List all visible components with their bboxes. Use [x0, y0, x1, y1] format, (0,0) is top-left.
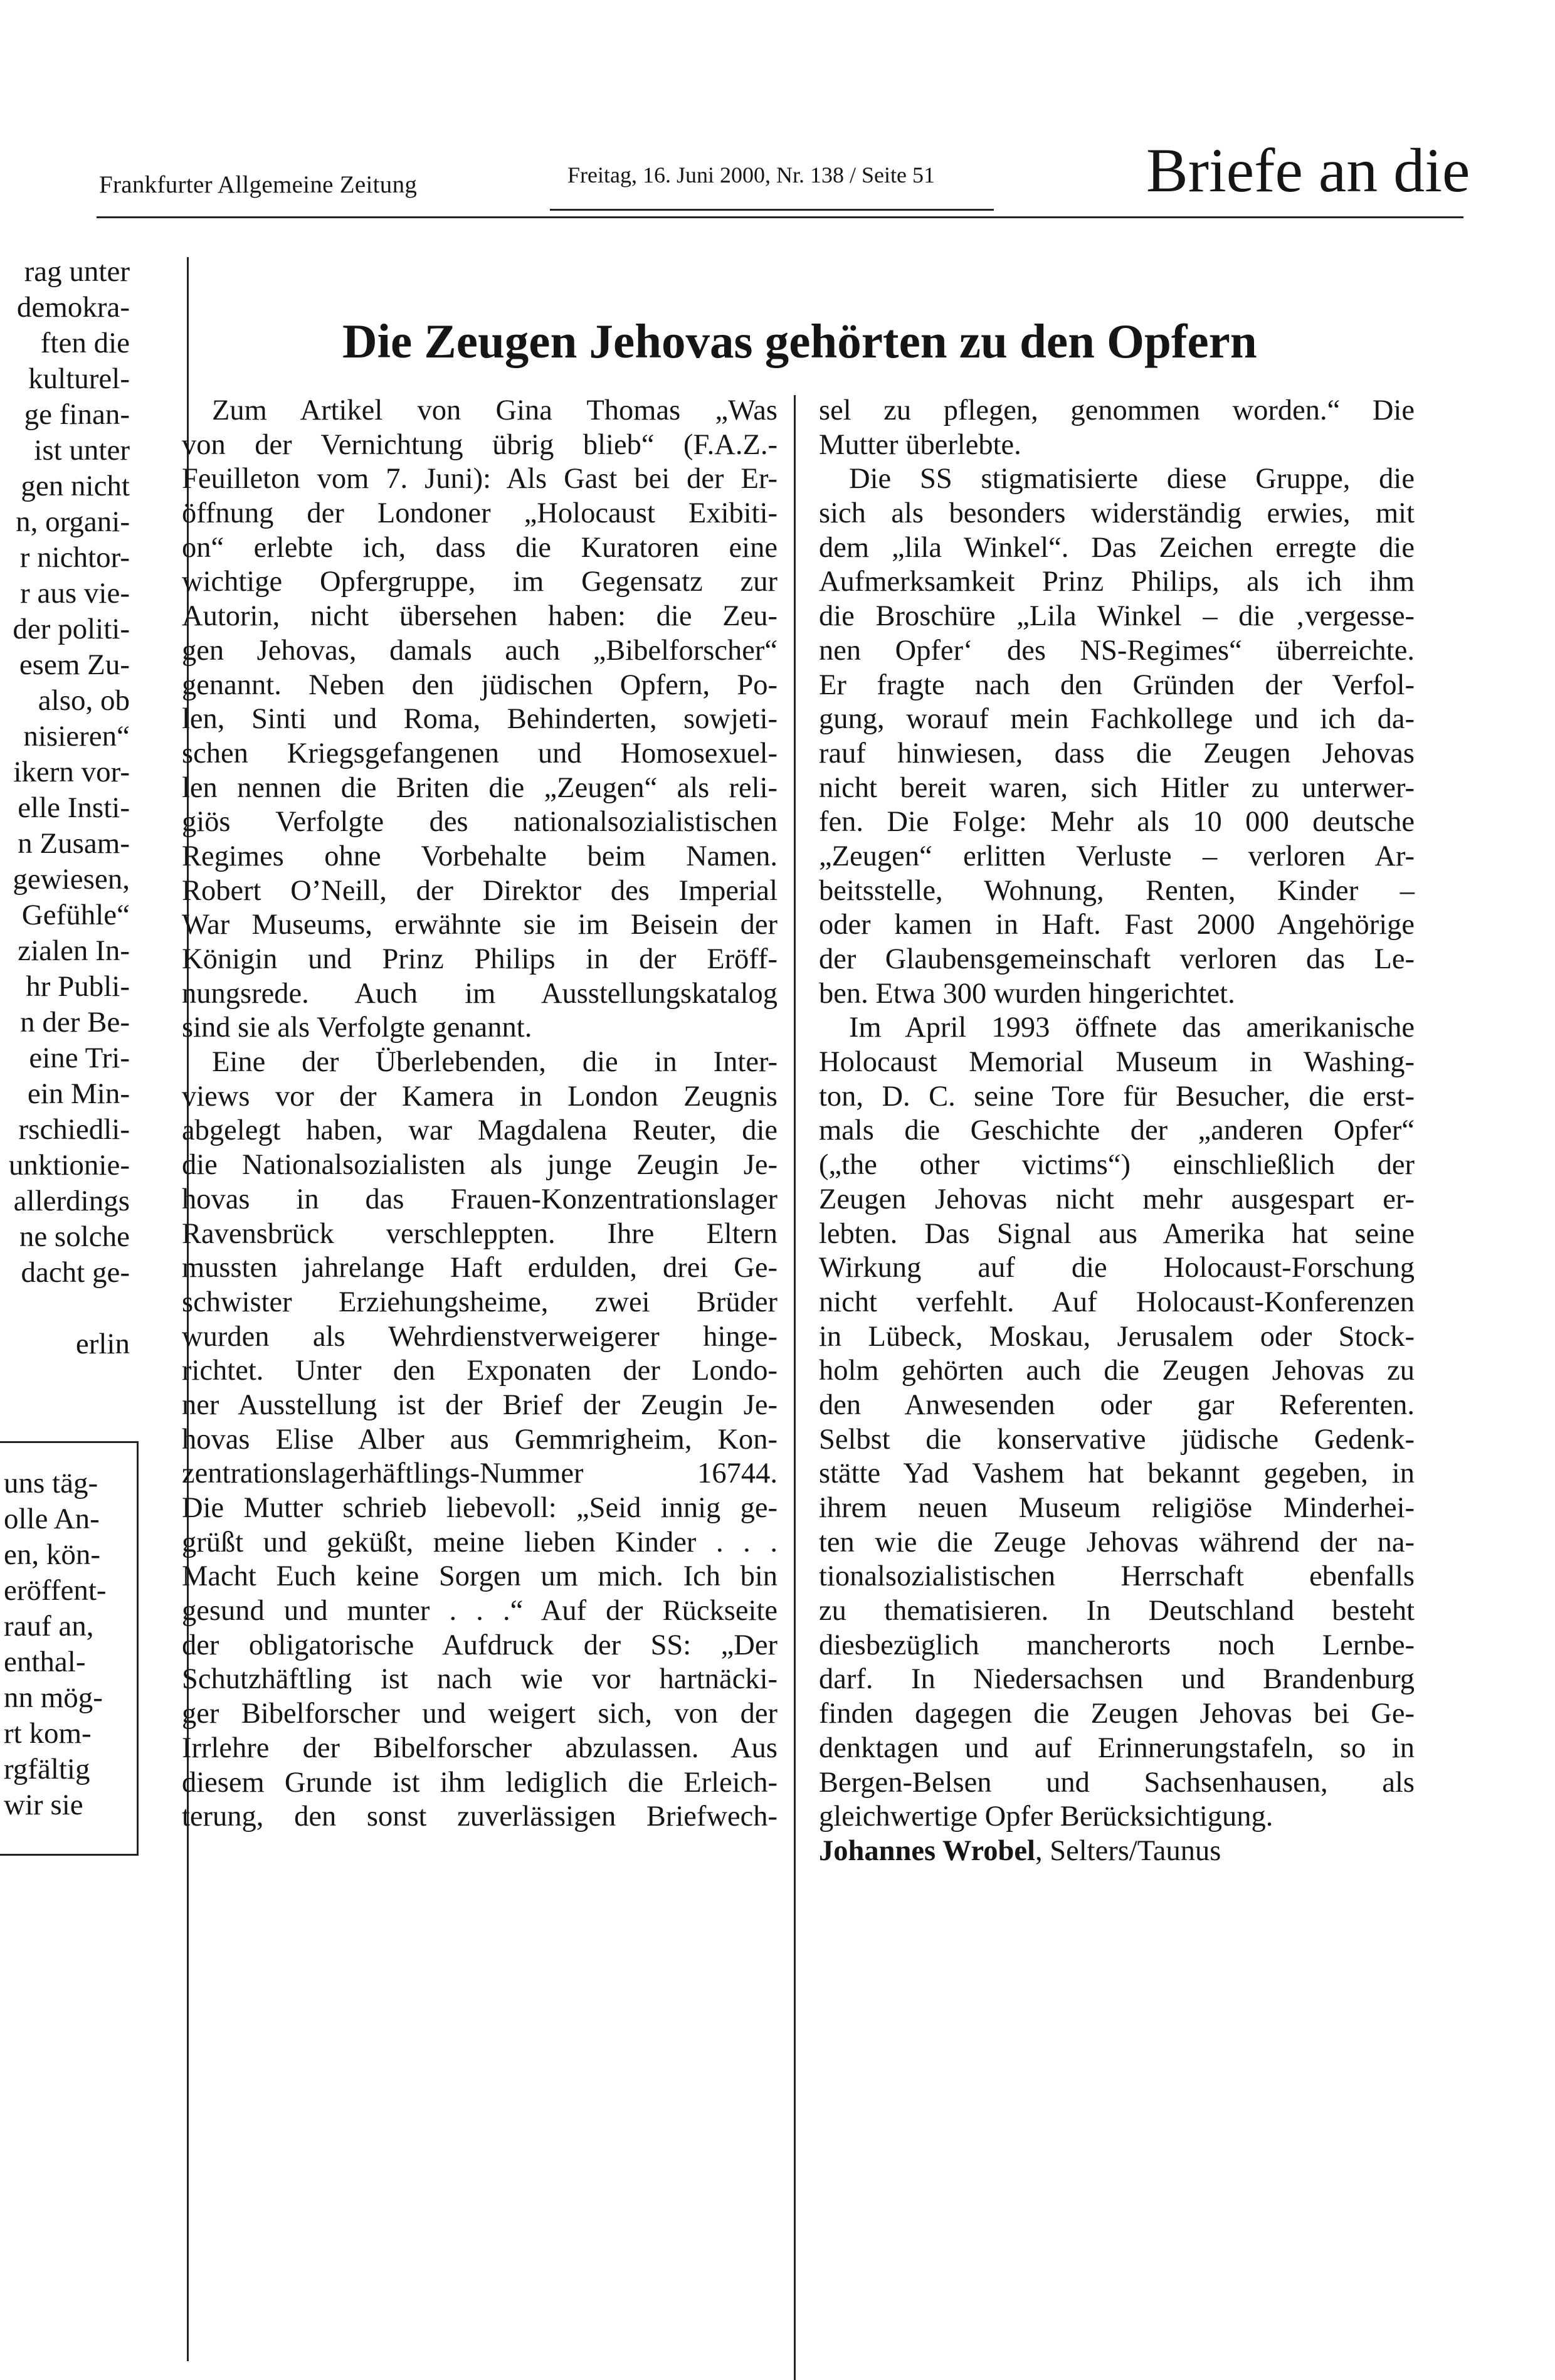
article-line: ben. Etwa 300 wurden hingerichtet. — [819, 977, 1235, 1010]
article-line: wurden als Wehrdienstverweigerer hinge- — [182, 1320, 778, 1353]
masthead-rule — [97, 216, 1463, 218]
article-line: Er fragte nach den Gründen der Verfol- — [819, 669, 1415, 701]
cropped-line: Gefühle“ — [21, 899, 130, 931]
article-line: richtet. Unter den Exponaten der Londo- — [182, 1355, 778, 1387]
article-line: gen Jehovas, damals auch „Bibelforscher“ — [182, 634, 778, 667]
article-line: die Broschüre „Lila Winkel – die ‚vergesse- — [819, 600, 1415, 633]
article-line: nungsrede. Auch im Ausstellungskatalog — [182, 977, 778, 1010]
article-line: ger Bibelforscher und weigert sich, von der — [182, 1698, 778, 1730]
cropped-line: gen nicht — [21, 470, 130, 502]
section-title: Briefe an die — [1146, 135, 1470, 205]
article-line: len nennen die Briten die „Zeugen“ als reli- — [182, 771, 778, 804]
article-line: Wirkung auf die Holocaust-Forschung — [819, 1252, 1415, 1284]
article-line: Zeugen Jehovas nicht mehr ausgespart er- — [819, 1183, 1415, 1215]
cropped-box-line: olle An- — [4, 1503, 100, 1535]
article-line: Selbst die konservative jüdische Gedenk- — [819, 1423, 1415, 1456]
article-line: Mutter überlebte. — [819, 428, 1021, 461]
article-line: ton, D. C. seine Tore für Besucher, die erst- — [819, 1080, 1415, 1113]
article-line: Ravensbrück verschleppten. Ihre Eltern — [182, 1217, 778, 1250]
article-line: War Museums, erwähnte sie im Beisein der — [182, 909, 778, 941]
article-line: holm gehörten auch die Zeugen Jehovas zu — [819, 1355, 1415, 1387]
article-signature — [819, 1834, 1415, 1869]
middle-column-rule — [794, 395, 796, 2380]
cropped-line: allerdings — [13, 1185, 130, 1217]
article-line: von der Vernichtung übrig blieb“ (F.A.Z.- — [182, 428, 778, 461]
article-line: genannt. Neben den jüdischen Opfern, Po- — [182, 669, 778, 701]
cropped-neighbor-box-text — [4, 1466, 134, 1823]
article-line: zu thematisieren. In Deutschland besteht — [819, 1595, 1415, 1627]
article-line: Zum Artikel von Gina Thomas „Was — [212, 394, 778, 426]
cropped-box-line: eröffent- — [4, 1574, 107, 1607]
cropped-line: rschiedli- — [18, 1113, 130, 1146]
article-line: der obligatorische Aufdruck der SS: „Der — [182, 1629, 778, 1661]
article-line: terung, den sonst zuverlässigen Briefwech- — [182, 1801, 778, 1833]
cropped-line: ften die — [40, 327, 130, 359]
cropped-line: dacht ge- — [21, 1256, 130, 1289]
article-line: zentrationslagerhäftlings-Nummer 16744. — [182, 1457, 778, 1490]
article-line: der Glaubensgemeinschaft verloren das Le- — [819, 943, 1415, 975]
article-line: dem „lila Winkel“. Das Zeichen erregte die — [819, 531, 1415, 564]
article-line: Irrlehre der Bibelforscher abzulassen. Aus — [182, 1732, 778, 1764]
article-line: („the other victims“) einschließlich der — [819, 1149, 1415, 1182]
article-line: Autorin, nicht übersehen haben: die Zeu- — [182, 600, 778, 633]
cropped-line: demokra- — [16, 291, 130, 324]
article-line: on“ erlebte ich, dass die Kuratoren eine — [182, 531, 778, 564]
article-line: diesem Grunde ist ihm lediglich die Erleich- — [182, 1766, 778, 1799]
cropped-line: unktionie- — [8, 1149, 130, 1182]
newspaper-name: Frankfurter Allgemeine Zeitung — [99, 171, 418, 198]
article-line: darf. In Niedersachsen und Brandenburg — [819, 1663, 1415, 1696]
cropped-line: hr Publi- — [26, 970, 130, 1003]
cropped-neighbor-column — [0, 254, 130, 1362]
author-name: Johannes Wrobel — [819, 1834, 1035, 1867]
article-line: Die Mutter schrieb liebevoll: „Seid innig ge- — [182, 1492, 778, 1524]
cropped-line: esem Zu- — [19, 648, 130, 681]
article-line: Macht Euch keine Sorgen um mich. Ich bin — [182, 1560, 778, 1593]
article-line: gleichwertige Opfer Berücksichtigung. — [819, 1801, 1273, 1833]
article-line: Eine der Überlebenden, die in Inter- — [212, 1046, 778, 1079]
article-line: wichtige Opfergruppe, im Gegensatz zur — [182, 566, 778, 598]
cropped-box-line: enthal- — [4, 1646, 86, 1678]
cropped-box-line: rgfältig — [4, 1753, 90, 1785]
article-line: Die SS stigmatisierte diese Gruppe, die — [849, 463, 1415, 495]
cropped-line: eine Tri- — [29, 1042, 130, 1074]
cropped-line: zialen In- — [18, 934, 130, 967]
article-line: ten wie die Zeuge Jehovas während der na- — [819, 1526, 1415, 1558]
cropped-line: ikern vor- — [13, 756, 130, 788]
article-line: ner Ausstellung ist der Brief der Zeugin Je- — [182, 1388, 778, 1421]
article-line: oder kamen in Haft. Fast 2000 Angehörige — [819, 909, 1415, 941]
cropped-line: erlin — [75, 1328, 130, 1360]
article-line: nicht verfehlt. Auf Holocaust-Konferenzen — [819, 1286, 1415, 1318]
article-line: hovas Elise Alber aus Gemmrigheim, Kon- — [182, 1423, 778, 1456]
article-line: Aufmerksamkeit Prinz Philips, als ich ihm — [819, 566, 1415, 598]
cropped-line: ge finan- — [24, 398, 130, 431]
issue-info-underline — [550, 209, 994, 211]
article-line: Bergen-Belsen und Sachsenhausen, als — [819, 1766, 1415, 1799]
cropped-box-line: rauf an, — [4, 1610, 94, 1642]
article-line: gung, worauf mein Fachkollege und ich da- — [819, 703, 1415, 736]
article-line: sel zu pflegen, genommen worden.“ Die — [819, 394, 1415, 426]
article-line: Im April 1993 öffnete das amerikanische — [849, 1012, 1415, 1044]
cropped-box-line: nn mög- — [4, 1681, 103, 1714]
issue-info: Freitag, 16. Juni 2000, Nr. 138 / Seite 51 — [567, 162, 935, 188]
cropped-line: n Zusam- — [18, 827, 130, 860]
cropped-box-line: uns täg- — [4, 1467, 98, 1499]
article-line: stätte Yad Vashem hat bekannt gegeben, in — [819, 1457, 1415, 1490]
article-headline: Die Zeugen Jehovas gehörten zu den Opfern — [342, 314, 1257, 368]
article-line: giös Verfolgte des nationalsozialistischen — [182, 806, 778, 838]
cropped-line: ne solche — [19, 1220, 130, 1253]
cropped-line — [0, 1291, 130, 1326]
article-line: views vor der Kamera in London Zeugnis — [182, 1080, 778, 1113]
cropped-line: r nichtor- — [19, 541, 130, 574]
article-line: Feuilleton vom 7. Juni): Als Gast bei der Er- — [182, 463, 778, 495]
article-line: gesund und munter . . .“ Auf der Rückseite — [182, 1595, 778, 1627]
article-line: mussten jahrelange Haft erdulden, drei Ge- — [182, 1252, 778, 1284]
article-column-2 — [819, 394, 1415, 1869]
article-line: Schutzhäftling ist nach wie vor hartnäcki- — [182, 1663, 778, 1696]
article-line: rauf hinwiesen, dass die Zeugen Jehovas — [819, 737, 1415, 770]
article-line: Königin und Prinz Philips in der Eröff- — [182, 943, 778, 975]
article-line: lebten. Das Signal aus Amerika hat seine — [819, 1217, 1415, 1250]
article-line: ihrem neuen Museum religiöse Minderhei- — [819, 1492, 1415, 1524]
cropped-line: der politi- — [13, 613, 130, 645]
cropped-line: r aus vie- — [20, 577, 130, 610]
article-line: len, Sinti und Roma, Behinderten, sowjeti- — [182, 703, 778, 736]
cropped-box-line: rt kom- — [4, 1717, 92, 1750]
article-line: fen. Die Folge: Mehr als 10 000 deutsche — [819, 806, 1415, 838]
cropped-line: rag unter — [24, 255, 130, 288]
cropped-line: n der Be- — [20, 1006, 130, 1039]
article-line: nicht bereit waren, sich Hitler zu unterwer- — [819, 771, 1415, 804]
article-column-1 — [182, 394, 778, 1834]
article-line: nen Opfer‘ des NS-Regimes“ überreichte. — [819, 634, 1415, 667]
cropped-line: ein Min- — [27, 1077, 130, 1110]
article-line: öffnung der Londoner „Holocaust Exibiti- — [182, 497, 778, 530]
article-line: Regimes ohne Vorbehalte beim Namen. — [182, 840, 778, 872]
cropped-line: kulturel- — [28, 362, 130, 395]
article-line: hovas in das Frauen-Konzentrationslager — [182, 1183, 778, 1215]
article-line: die Nationalsozialisten als junge Zeugin Je- — [182, 1149, 778, 1182]
article-line: Robert O’Neill, der Direktor des Imperial — [182, 874, 778, 907]
cropped-box-line: en, kön- — [4, 1538, 101, 1571]
cropped-line: gewiesen, — [13, 863, 130, 896]
cropped-box-line: wir sie — [4, 1789, 83, 1821]
cropped-line: elle Insti- — [18, 791, 130, 824]
article-line: mals die Geschichte der „anderen Opfer“ — [819, 1114, 1415, 1147]
article-line: schen Kriegsgefangenen und Homosexuel- — [182, 737, 778, 770]
author-location: , Selters/Taunus — [1035, 1834, 1221, 1867]
cropped-line: also, ob — [38, 684, 130, 717]
cropped-line: ist unter — [34, 434, 130, 467]
article-line: Holocaust Memorial Museum in Washing- — [819, 1046, 1415, 1079]
article-line: grüßt und geküßt, meine lieben Kinder . . . — [182, 1526, 778, 1558]
cropped-line: n, organi- — [16, 505, 130, 538]
article-line: denktagen und auf Erinnerungstafeln, so in — [819, 1732, 1415, 1764]
article-line: abgelegt haben, war Magdalena Reuter, die — [182, 1114, 778, 1147]
article-line: beitsstelle, Wohnung, Renten, Kinder – — [819, 874, 1415, 907]
article-line: tionalsozialistischen Herrschaft ebenfalls — [819, 1560, 1415, 1593]
article-line: diesbezüglich mancherorts noch Lernbe- — [819, 1629, 1415, 1661]
article-line: den Anwesenden oder gar Referenten. — [819, 1388, 1415, 1421]
cropped-line: nisieren“ — [23, 720, 130, 753]
article-line: in Lübeck, Moskau, Jerusalem oder Stock- — [819, 1320, 1415, 1353]
article-line: finden dagegen die Zeugen Jehovas bei Ge- — [819, 1698, 1415, 1730]
article-line: sind sie als Verfolgte genannt. — [182, 1012, 532, 1044]
article-line: „Zeugen“ erlitten Verluste – verloren Ar- — [819, 840, 1415, 872]
article-line: schwister Erziehungsheime, zwei Brüder — [182, 1286, 778, 1318]
article-line: sich als besonders widerständig erwies, mit — [819, 497, 1415, 530]
